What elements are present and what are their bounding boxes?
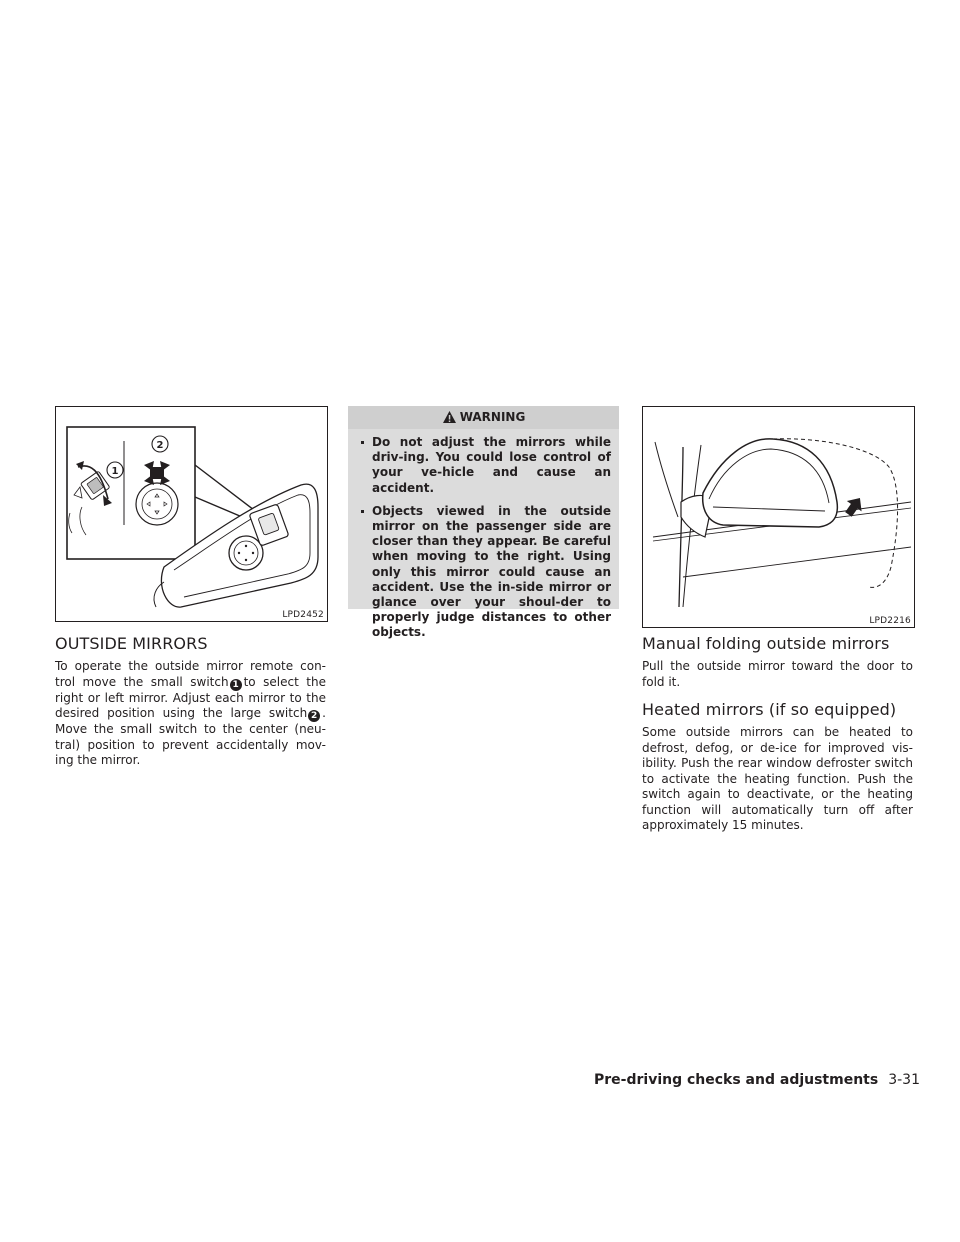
- figure-outside-mirror: [642, 406, 915, 628]
- warning-item: Do not adjust the mirrors while driv-ing. You could lose control of your ve-hicle and cause an accident.: [360, 435, 611, 496]
- outside-mirrors-text-c: . Move the small switch to the center (neu-tral) position to prevent accidentally mov-ing the mirror.: [55, 706, 326, 767]
- warning-title: WARNING: [459, 410, 526, 424]
- warning-triangle-icon: [442, 409, 457, 432]
- fold-arrow-icon: [838, 490, 871, 523]
- ref-switch-2: 2: [308, 710, 320, 722]
- outside-mirror-illustration: [643, 407, 914, 627]
- mirror-switch-illustration: [56, 407, 327, 621]
- section-heading-outside-mirrors: OUTSIDE MIRRORS: [55, 634, 208, 653]
- section-heading-heated-mirrors: Heated mirrors (if so equipped): [642, 700, 897, 719]
- warning-box: [348, 406, 619, 640]
- outside-mirrors-text-a: To operate the outside mirror remote con-trol move the small switch: [55, 659, 326, 689]
- figure-mirror-switch: [55, 406, 328, 622]
- warning-header: [348, 406, 619, 429]
- manual-folding-paragraph: Pull the outside mirror toward the door to fold it.: [642, 659, 913, 689]
- section-heading-manual-folding: Manual folding outside mirrors: [642, 634, 890, 653]
- figure-code: LPD2216: [869, 616, 911, 626]
- outside-mirrors-paragraph: [55, 659, 326, 769]
- heated-mirrors-paragraph: Some outside mirrors can be heated to defrost, defog, or de-ice for improved vis-ibility. Push the rear window defroster switch to activate the heating function. Push the switch again to deactivate, or the heating function will automatically turn off after approximately 15 minutes.: [642, 725, 913, 832]
- callout-1: 1: [111, 466, 119, 477]
- outside-mirrors-text-b: to select the right or left mirror. Adjust each mirror to the desired position using the large switch: [55, 674, 326, 720]
- page-footer: [594, 1072, 920, 1088]
- figure-code: LPD2452: [282, 610, 324, 620]
- warning-list: [348, 429, 619, 657]
- footer-section-title: Pre-driving checks and adjustments: [594, 1072, 879, 1088]
- callout-2: 2: [156, 440, 164, 451]
- ref-switch-1: 1: [230, 679, 242, 691]
- warning-item: Objects viewed in the outside mirror on the passenger side are closer than they appear. Be careful when moving to the right. Using only this mirror could cause an accident. Use the in-side mirror or glance over your shoul-der to properly judge distances to other objects.: [360, 504, 611, 641]
- page-number: 3-31: [888, 1072, 920, 1088]
